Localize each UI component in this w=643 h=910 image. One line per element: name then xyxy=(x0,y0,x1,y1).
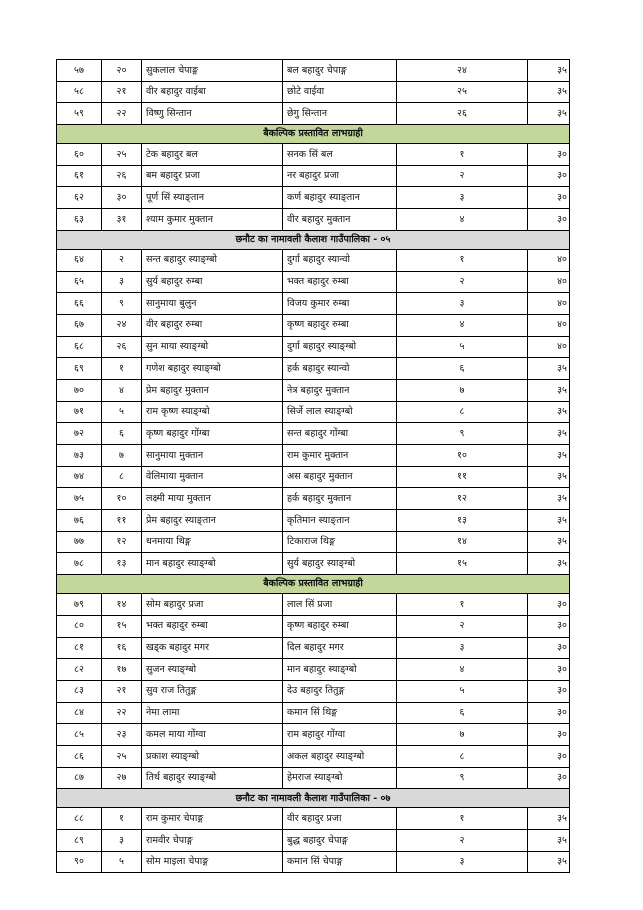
beneficiary-name-cell: सुकलाल चेपाङ्ग xyxy=(142,60,283,82)
serial-number-cell: ८८ xyxy=(57,808,102,830)
beneficiary-name-cell: कृष्ण बहादुर गोंग्बा xyxy=(142,423,283,445)
guardian-name-cell: कमान सिं चेपाङ्ग xyxy=(283,851,397,873)
section-header-row xyxy=(57,230,570,249)
guardian-name-cell: दुर्गा बहादुर स्याङ्ग्बो xyxy=(283,336,397,358)
serial-number-cell: ६२ xyxy=(57,187,102,209)
serial-number-cell: ७४ xyxy=(57,466,102,488)
score-cell: ३५ xyxy=(528,488,570,510)
table-row xyxy=(57,249,570,271)
beneficiary-name-cell: वेलिमाया मुक्तान xyxy=(142,466,283,488)
beneficiary-document xyxy=(56,59,569,873)
table-row xyxy=(57,103,570,125)
beneficiary-name-cell: सानुमाया मुक्तान xyxy=(142,445,283,467)
serial-number-cell: ७२ xyxy=(57,423,102,445)
priority-number-cell: १ xyxy=(397,249,528,271)
ward-number-cell: १५ xyxy=(102,615,142,637)
ward-number-cell: २२ xyxy=(102,103,142,125)
table-row xyxy=(57,637,570,659)
priority-number-cell: १३ xyxy=(397,510,528,532)
table-row xyxy=(57,488,570,510)
guardian-name-cell: राम बहादुर गोंग्वा xyxy=(283,724,397,746)
beneficiary-name-cell: तिर्थ बहादुर स्याङ्ग्बो xyxy=(142,767,283,789)
serial-number-cell: ८५ xyxy=(57,724,102,746)
guardian-name-cell: दिल बहादुर मगर xyxy=(283,637,397,659)
ward-number-cell: २२ xyxy=(102,702,142,724)
guardian-name-cell: सन्त बहादुर गोंग्बा xyxy=(283,423,397,445)
priority-number-cell: २ xyxy=(397,271,528,293)
table-row xyxy=(57,187,570,209)
priority-number-cell: ४ xyxy=(397,314,528,336)
beneficiary-name-cell: श्याम कुमार मुक्तान xyxy=(142,209,283,231)
beneficiary-name-cell: खड्क बहादुर मगर xyxy=(142,637,283,659)
score-cell: ३५ xyxy=(528,379,570,401)
serial-number-cell: ८३ xyxy=(57,680,102,702)
score-cell: ४० xyxy=(528,293,570,315)
ward-number-cell: १७ xyxy=(102,659,142,681)
ward-number-cell: २३ xyxy=(102,724,142,746)
score-cell: ३० xyxy=(528,594,570,616)
beneficiary-name-cell: विष्णु सिन्तान xyxy=(142,103,283,125)
priority-number-cell: ११ xyxy=(397,466,528,488)
ward-number-cell: २५ xyxy=(102,144,142,166)
serial-number-cell: ८९ xyxy=(57,830,102,852)
guardian-name-cell: छेगु सिन्तान xyxy=(283,103,397,125)
table-row xyxy=(57,271,570,293)
guardian-name-cell: सनक सिं बल xyxy=(283,144,397,166)
guardian-name-cell: नेत्र बहादुर मुक्तान xyxy=(283,379,397,401)
score-cell: ३५ xyxy=(528,808,570,830)
beneficiary-name-cell: सुव राज तितुङ्ग xyxy=(142,680,283,702)
beneficiary-name-cell: धनमाया थिङ्ग xyxy=(142,531,283,553)
score-cell: ३५ xyxy=(528,358,570,380)
guardian-name-cell: बल बहादुर चेपाङ्ग xyxy=(283,60,397,82)
beneficiary-table-body xyxy=(57,60,570,873)
priority-number-cell: ३ xyxy=(397,293,528,315)
serial-number-cell: ५८ xyxy=(57,81,102,103)
priority-number-cell: ५ xyxy=(397,680,528,702)
score-cell: ३० xyxy=(528,637,570,659)
ward-number-cell: ३ xyxy=(102,830,142,852)
priority-number-cell: ३ xyxy=(397,851,528,873)
ward-number-cell: ५ xyxy=(102,851,142,873)
priority-number-cell: २६ xyxy=(397,103,528,125)
serial-number-cell: ५७ xyxy=(57,60,102,82)
guardian-name-cell: नर बहादुर प्रजा xyxy=(283,165,397,187)
table-row xyxy=(57,314,570,336)
table-row xyxy=(57,401,570,423)
guardian-name-cell: हेमराज स्याङ्ग्बो xyxy=(283,767,397,789)
ward-number-cell: २४ xyxy=(102,314,142,336)
table-row xyxy=(57,358,570,380)
guardian-name-cell: बुद्ध बहादुर चेपाङ्ग xyxy=(283,830,397,852)
guardian-name-cell: राम कुमार मुक्तान xyxy=(283,445,397,467)
table-row xyxy=(57,745,570,767)
score-cell: ३० xyxy=(528,680,570,702)
table-row xyxy=(57,293,570,315)
guardian-name-cell: हर्क बहादुर स्यान्वो xyxy=(283,358,397,380)
priority-number-cell: २ xyxy=(397,165,528,187)
score-cell: ३५ xyxy=(528,851,570,873)
priority-number-cell: १ xyxy=(397,144,528,166)
serial-number-cell: ७१ xyxy=(57,401,102,423)
beneficiary-name-cell: प्रेम बहादुर मुक्तान xyxy=(142,379,283,401)
serial-number-cell: ७९ xyxy=(57,594,102,616)
beneficiary-name-cell: सन्त बहादुर स्याङ्ग्बो xyxy=(142,249,283,271)
score-cell: ४० xyxy=(528,314,570,336)
ward-number-cell: २० xyxy=(102,60,142,82)
score-cell: ३५ xyxy=(528,553,570,575)
guardian-name-cell: कर्ण बहादुर स्याङ्तान xyxy=(283,187,397,209)
serial-number-cell: ६१ xyxy=(57,165,102,187)
ward-number-cell: ४ xyxy=(102,379,142,401)
score-cell: ३५ xyxy=(528,401,570,423)
score-cell: ३० xyxy=(528,615,570,637)
beneficiary-name-cell: टेक बहादुर बल xyxy=(142,144,283,166)
priority-number-cell: ६ xyxy=(397,702,528,724)
ward-number-cell: १३ xyxy=(102,553,142,575)
score-cell: ३० xyxy=(528,165,570,187)
ward-number-cell: १२ xyxy=(102,531,142,553)
table-row xyxy=(57,445,570,467)
serial-number-cell: ५९ xyxy=(57,103,102,125)
table-row xyxy=(57,336,570,358)
table-row xyxy=(57,724,570,746)
beneficiary-name-cell: नेमा लामा xyxy=(142,702,283,724)
guardian-name-cell: छोटे वाईवा xyxy=(283,81,397,103)
guardian-name-cell: कमान सिं थिङ्ग xyxy=(283,702,397,724)
score-cell: ३० xyxy=(528,767,570,789)
ward-number-cell: २ xyxy=(102,249,142,271)
ward-number-cell: २६ xyxy=(102,165,142,187)
serial-number-cell: ६० xyxy=(57,144,102,166)
serial-number-cell: ८६ xyxy=(57,745,102,767)
serial-number-cell: ७५ xyxy=(57,488,102,510)
guardian-name-cell: कृष्ण बहादुर रुम्बा xyxy=(283,314,397,336)
beneficiary-name-cell: लक्ष्मी माया मुक्तान xyxy=(142,488,283,510)
guardian-name-cell: देउ बहादुर तितुङ्ग xyxy=(283,680,397,702)
beneficiary-name-cell: मान बहादुर स्याङ्ग्बो xyxy=(142,553,283,575)
beneficiary-name-cell: गणेश बहादुर स्याङ्ग्बो xyxy=(142,358,283,380)
priority-number-cell: १ xyxy=(397,808,528,830)
priority-number-cell: ४ xyxy=(397,659,528,681)
table-row xyxy=(57,144,570,166)
beneficiary-name-cell: सुजन स्याङ्ग्बो xyxy=(142,659,283,681)
score-cell: ३० xyxy=(528,187,570,209)
beneficiary-name-cell: राम कुमार चेपाङ्ग xyxy=(142,808,283,830)
priority-number-cell: २ xyxy=(397,830,528,852)
table-row xyxy=(57,680,570,702)
score-cell: ४० xyxy=(528,336,570,358)
serial-number-cell: ९० xyxy=(57,851,102,873)
beneficiary-name-cell: राम कृष्ण स्याङ्ग्बो xyxy=(142,401,283,423)
table-row xyxy=(57,510,570,532)
priority-number-cell: १५ xyxy=(397,553,528,575)
table-row xyxy=(57,851,570,873)
priority-number-cell: १२ xyxy=(397,488,528,510)
guardian-name-cell: कृतिमान स्याङ्तान xyxy=(283,510,397,532)
beneficiary-name-cell: बम बहादुर प्रजा xyxy=(142,165,283,187)
guardian-name-cell: मान बहादुर स्याङ्ग्बो xyxy=(283,659,397,681)
score-cell: ३० xyxy=(528,144,570,166)
ward-number-cell: ८ xyxy=(102,466,142,488)
table-row xyxy=(57,659,570,681)
guardian-name-cell: लाल सिं प्रजा xyxy=(283,594,397,616)
ward-number-cell: २१ xyxy=(102,680,142,702)
ward-number-cell: ३ xyxy=(102,271,142,293)
serial-number-cell: ७८ xyxy=(57,553,102,575)
guardian-name-cell: दुर्गा बहादुर स्यान्वो xyxy=(283,249,397,271)
beneficiary-name-cell: प्रेम बहादुर स्याङ्तान xyxy=(142,510,283,532)
score-cell: ३५ xyxy=(528,81,570,103)
table-row xyxy=(57,466,570,488)
priority-number-cell: ८ xyxy=(397,745,528,767)
serial-number-cell: ६६ xyxy=(57,293,102,315)
beneficiary-name-cell: रामवीर चेपाङ्ग xyxy=(142,830,283,852)
guardian-name-cell: वीर बहादुर प्रजा xyxy=(283,808,397,830)
serial-number-cell: ८७ xyxy=(57,767,102,789)
ward-number-cell: ७ xyxy=(102,445,142,467)
serial-number-cell: ८० xyxy=(57,615,102,637)
table-row xyxy=(57,553,570,575)
score-cell: ३५ xyxy=(528,466,570,488)
table-row xyxy=(57,808,570,830)
serial-number-cell: ७६ xyxy=(57,510,102,532)
priority-number-cell: १४ xyxy=(397,531,528,553)
table-row xyxy=(57,60,570,82)
guardian-name-cell: अकल बहादुर स्याङ्ग्बो xyxy=(283,745,397,767)
score-cell: ३५ xyxy=(528,830,570,852)
score-cell: ३५ xyxy=(528,510,570,532)
score-cell: ३५ xyxy=(528,60,570,82)
beneficiary-name-cell: सुन माया स्याङ्ग्बो xyxy=(142,336,283,358)
section-header-row xyxy=(57,575,570,594)
serial-number-cell: ८२ xyxy=(57,659,102,681)
beneficiary-name-cell: कमल माया गोंग्वा xyxy=(142,724,283,746)
table-row xyxy=(57,531,570,553)
ward-number-cell: १ xyxy=(102,358,142,380)
priority-number-cell: २ xyxy=(397,615,528,637)
ward-number-cell: ५ xyxy=(102,401,142,423)
beneficiary-name-cell: वीर बहादुर रुम्बा xyxy=(142,314,283,336)
ward-number-cell: १४ xyxy=(102,594,142,616)
priority-number-cell: ३ xyxy=(397,637,528,659)
priority-number-cell: ५ xyxy=(397,336,528,358)
ward-number-cell: ३१ xyxy=(102,209,142,231)
serial-number-cell: ६५ xyxy=(57,271,102,293)
score-cell: ३० xyxy=(528,209,570,231)
table-row xyxy=(57,594,570,616)
priority-number-cell: ३ xyxy=(397,187,528,209)
score-cell: ३५ xyxy=(528,423,570,445)
ward-number-cell: २५ xyxy=(102,745,142,767)
table-row xyxy=(57,702,570,724)
ward-number-cell: १६ xyxy=(102,637,142,659)
table-row xyxy=(57,615,570,637)
score-cell: ४० xyxy=(528,249,570,271)
priority-number-cell: १ xyxy=(397,594,528,616)
ward-number-cell: ९ xyxy=(102,293,142,315)
ward-number-cell: ६ xyxy=(102,423,142,445)
guardian-name-cell: हर्क बहादुर मुक्तान xyxy=(283,488,397,510)
table-row xyxy=(57,209,570,231)
priority-number-cell: ८ xyxy=(397,401,528,423)
ward-number-cell: ११ xyxy=(102,510,142,532)
guardian-name-cell: सुर्य बहादुर स्याङ्ग्बो xyxy=(283,553,397,575)
score-cell: ४० xyxy=(528,271,570,293)
serial-number-cell: ६९ xyxy=(57,358,102,380)
section-title: छनौट का नामावली कैलाश गाउँपालिका - ०५ xyxy=(57,230,570,249)
beneficiary-name-cell: सोम बहादुर प्रजा xyxy=(142,594,283,616)
score-cell: ३० xyxy=(528,659,570,681)
ward-number-cell: २१ xyxy=(102,81,142,103)
section-header-row xyxy=(57,789,570,808)
beneficiary-name-cell: सानुमाया बुलुन xyxy=(142,293,283,315)
guardian-name-cell: अस बहादुर मुक्तान xyxy=(283,466,397,488)
score-cell: ३० xyxy=(528,724,570,746)
score-cell: ३० xyxy=(528,745,570,767)
guardian-name-cell: सिर्जे लाल स्याङ्ग्बो xyxy=(283,401,397,423)
beneficiary-name-cell: सोम माइला चेपाङ्ग xyxy=(142,851,283,873)
serial-number-cell: ७७ xyxy=(57,531,102,553)
score-cell: ३५ xyxy=(528,531,570,553)
priority-number-cell: १० xyxy=(397,445,528,467)
priority-number-cell: ४ xyxy=(397,209,528,231)
table-row xyxy=(57,165,570,187)
priority-number-cell: २४ xyxy=(397,60,528,82)
guardian-name-cell: भक्त बहादुर रुम्बा xyxy=(283,271,397,293)
priority-number-cell: ९ xyxy=(397,767,528,789)
ward-number-cell: १ xyxy=(102,808,142,830)
priority-number-cell: ७ xyxy=(397,724,528,746)
section-title: बैकल्पिक प्रस्तावित लाभग्राही xyxy=(57,575,570,594)
table-row xyxy=(57,830,570,852)
priority-number-cell: २५ xyxy=(397,81,528,103)
table-row xyxy=(57,81,570,103)
beneficiary-name-cell: पूर्ण सिं स्याङ्तान xyxy=(142,187,283,209)
ward-number-cell: २७ xyxy=(102,767,142,789)
beneficiary-table xyxy=(56,59,570,873)
priority-number-cell: ७ xyxy=(397,379,528,401)
guardian-name-cell: कृष्ण बहादुर रुम्बा xyxy=(283,615,397,637)
ward-number-cell: ३० xyxy=(102,187,142,209)
table-row xyxy=(57,423,570,445)
section-header-row xyxy=(57,125,570,144)
serial-number-cell: ८१ xyxy=(57,637,102,659)
serial-number-cell: ६७ xyxy=(57,314,102,336)
priority-number-cell: ९ xyxy=(397,423,528,445)
section-title: छनौट का नामावली कैलाश गाउँपालिका - ०७ xyxy=(57,789,570,808)
beneficiary-name-cell: सुर्य बहादुर रुम्बा xyxy=(142,271,283,293)
guardian-name-cell: टिकाराज थिङ्ग xyxy=(283,531,397,553)
score-cell: ३५ xyxy=(528,103,570,125)
serial-number-cell: ६३ xyxy=(57,209,102,231)
serial-number-cell: ६८ xyxy=(57,336,102,358)
beneficiary-name-cell: भक्त बहादुर रुम्बा xyxy=(142,615,283,637)
guardian-name-cell: वीर बहादुर मुक्तान xyxy=(283,209,397,231)
priority-number-cell: ६ xyxy=(397,358,528,380)
table-row xyxy=(57,767,570,789)
beneficiary-name-cell: वीर बहादुर वाईबा xyxy=(142,81,283,103)
score-cell: ३५ xyxy=(528,445,570,467)
score-cell: ३० xyxy=(528,702,570,724)
table-row xyxy=(57,379,570,401)
ward-number-cell: १० xyxy=(102,488,142,510)
ward-number-cell: २६ xyxy=(102,336,142,358)
serial-number-cell: ७३ xyxy=(57,445,102,467)
serial-number-cell: ८४ xyxy=(57,702,102,724)
section-title: बैकल्पिक प्रस्तावित लाभग्राही xyxy=(57,125,570,144)
serial-number-cell: ७० xyxy=(57,379,102,401)
serial-number-cell: ६४ xyxy=(57,249,102,271)
beneficiary-name-cell: प्रकाश स्याङ्ग्बो xyxy=(142,745,283,767)
guardian-name-cell: विजय कुमार रुम्बा xyxy=(283,293,397,315)
